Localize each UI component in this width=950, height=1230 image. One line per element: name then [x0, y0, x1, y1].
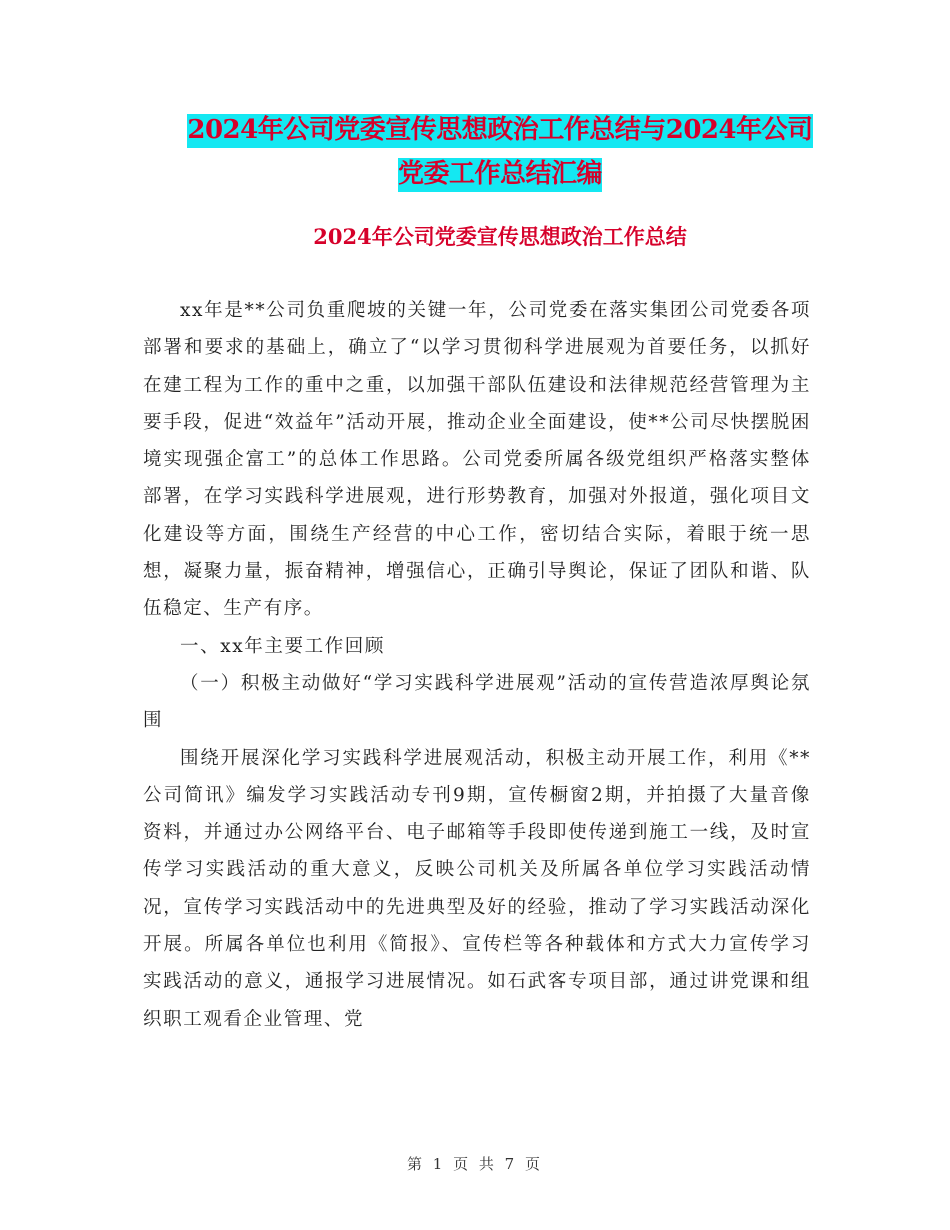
body-paragraph: 围绕开展深化学习实践科学进展观活动，积极主动开展工作，利用《**公司简讯》编发学习实践活动专刊9期，宣传橱窗2期，并拍摄了大量音像资料，并通过办公网络平台、电子邮箱等手段即使传递到施工一线，及时宣传学习实践活动的重大意义，反映公司机关及所属各单位学习实践活动情况，宣传学习实践活动中的先进典型及好的经验，推动了学习实践活动深化开展。所属各单位也利用《简报》、宣传栏等各种载体和方式大力宣传学习实践活动的意义，通报学习进展情况。如石武客专项目部，通过讲党课和组织职工观看企业管理、党: [143, 747, 811, 1030]
body-subheading-publicity: （一）积极主动做好“学习实践科学进展观”活动的宣传营造浓厚舆论氛围: [143, 672, 811, 732]
document-title-line-1: 2024年公司党委宣传思想政治工作总结与2024年公司: [187, 114, 812, 148]
body-paragraph: xx年是**公司负重爬坡的关键一年，公司党委在落实集团公司党委各项部署和要求的基础上，确立了“以学习贯彻科学进展观为首要任务，以抓好在建工程为工作的重中之重，以加强干部队伍建设和法律规范经营管理为主要手段，促进“效益年”活动开展，推动企业全面建设，使**公司尽快摆脱困境实现强企富工”的总体工作思路。公司党委所属各级党组织严格落实整体部署，在学习实践科学进展观，进行形势教育，加强对外报道，强化项目文化建设等方面，围绕生产经营的中心工作，密切结合实际，着眼于统一思想，凝聚力量，振奋精神，增强信心，正确引导舆论，保证了团队和谐、队伍稳定、生产有序。: [143, 300, 811, 620]
body-heading-review: 一、xx年主要工作回顾: [180, 635, 385, 657]
document-title-line-2: 党委工作总结汇编: [398, 158, 602, 192]
document-title: [130, 108, 870, 196]
section-title: 2024年公司党委宣传思想政治工作总结: [313, 224, 687, 249]
page-number-footer: 第 1 页 共 7 页: [407, 1155, 543, 1173]
document-body: [143, 292, 811, 1038]
